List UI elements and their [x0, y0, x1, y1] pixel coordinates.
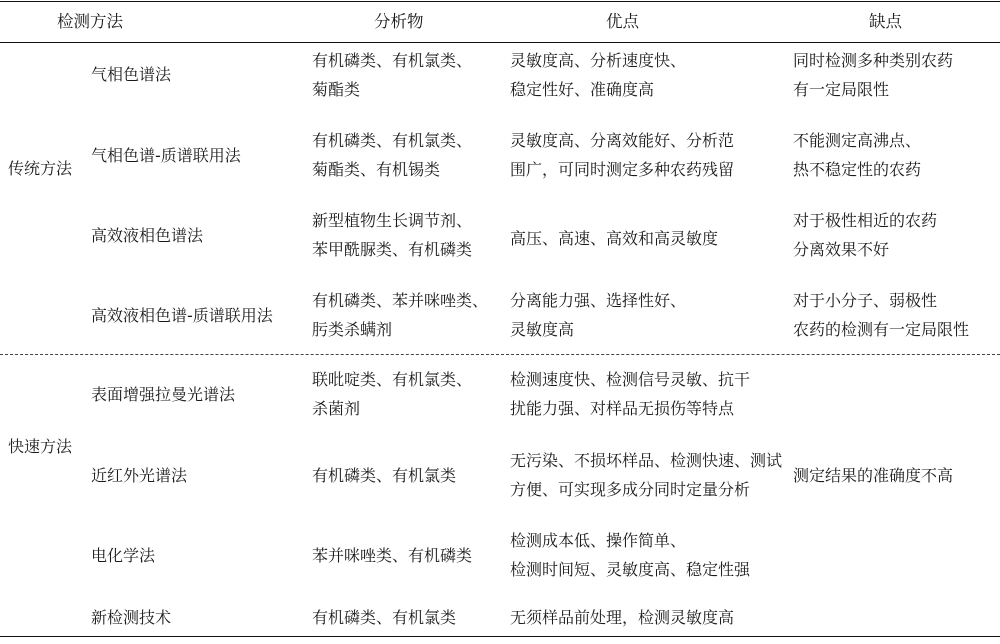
advantage-line: 分离能力强、选择性好、 [510, 291, 687, 310]
disadvantage-line: 热不稳定性的农药 [793, 160, 922, 179]
disadvantage-line: 有一定局限性 [793, 80, 890, 99]
advantage-line: 检测成本低、操作简单、 [510, 531, 687, 550]
group-label-rapid: 快速方法 [8, 437, 73, 456]
top-rule [0, 1, 1000, 2]
disadvantage-line: 农药的检测有一定局限性 [793, 320, 970, 339]
advantage-line: 无须样品前处理，检测灵敏度高 [510, 608, 735, 627]
group-separator-rule [0, 354, 1000, 355]
disadvantage-line: 同时检测多种类别农药 [793, 51, 954, 70]
disadvantage-line: 不能测定高沸点、 [793, 131, 922, 150]
disadvantage-line: 对于极性相近的农药 [793, 211, 938, 230]
method-name: 新检测技术 [91, 608, 172, 627]
method-name: 高效液相色谱-质谱联用法 [91, 306, 273, 325]
analyte-line: 有机磷类、有机氯类、 [312, 51, 473, 70]
header-advantage: 优点 [606, 12, 639, 31]
analyte-line: 菊酯类 [312, 80, 361, 99]
method-name: 高效液相色谱法 [91, 226, 204, 245]
analyte-line: 杀菌剂 [312, 399, 361, 418]
method-name: 气相色谱-质谱联用法 [91, 146, 241, 165]
group-label-traditional: 传统方法 [8, 159, 73, 178]
header-rule [0, 42, 1000, 43]
advantage-line: 检测速度快、检测信号灵敏、抗干 [510, 370, 751, 389]
method-name: 电化学法 [91, 546, 156, 565]
advantage-line: 无污染、不损坏样品、检测快速、测试 [510, 451, 783, 470]
disadvantage-line: 测定结果的准确度不高 [793, 466, 954, 485]
advantage-line: 方便、可实现多成分同时定量分析 [510, 480, 751, 499]
header-analyte: 分析物 [374, 12, 424, 31]
advantage-line: 高压、高速、高效和高灵敏度 [510, 229, 719, 248]
analyte-line: 有机磷类、有机氯类、 [312, 131, 473, 150]
analyte-line: 苯甲酰脲类、有机磷类 [312, 240, 473, 259]
advantage-line: 稳定性好、准确度高 [510, 80, 655, 99]
advantage-line: 灵敏度高、分离效能好、分析范 [510, 131, 735, 150]
method-name: 表面增强拉曼光谱法 [91, 385, 236, 404]
bottom-rule [0, 636, 1000, 637]
method-name: 气相色谱法 [91, 65, 172, 84]
analyte-line: 新型植物生长调节剂、 [312, 211, 473, 230]
advantage-line: 灵敏度高、分析速度快、 [510, 51, 687, 70]
analyte-line: 有机磷类、有机氯类 [312, 466, 457, 485]
advantage-line: 围广，可同时测定多种农药残留 [510, 160, 735, 179]
analyte-line: 肟类杀螨剂 [312, 320, 393, 339]
analyte-line: 有机磷类、有机氯类 [312, 608, 457, 627]
analyte-line: 联吡啶类、有机氯类、 [312, 370, 473, 389]
header-method: 检测方法 [57, 12, 123, 31]
advantage-line: 灵敏度高 [510, 320, 575, 339]
advantage-line: 扰能力强、对样品无损伤等特点 [510, 399, 735, 418]
header-disadvantage: 缺点 [869, 12, 902, 31]
analyte-line: 菊酯类、有机锡类 [312, 160, 441, 179]
advantage-line: 检测时间短、灵敏度高、稳定性强 [510, 560, 751, 579]
method-name: 近红外光谱法 [91, 466, 188, 485]
analyte-line: 有机磷类、苯并咪唑类、 [312, 291, 489, 310]
disadvantage-line: 分离效果不好 [793, 240, 890, 259]
analyte-line: 苯并咪唑类、有机磷类 [312, 546, 473, 565]
disadvantage-line: 对于小分子、弱极性 [793, 291, 938, 310]
